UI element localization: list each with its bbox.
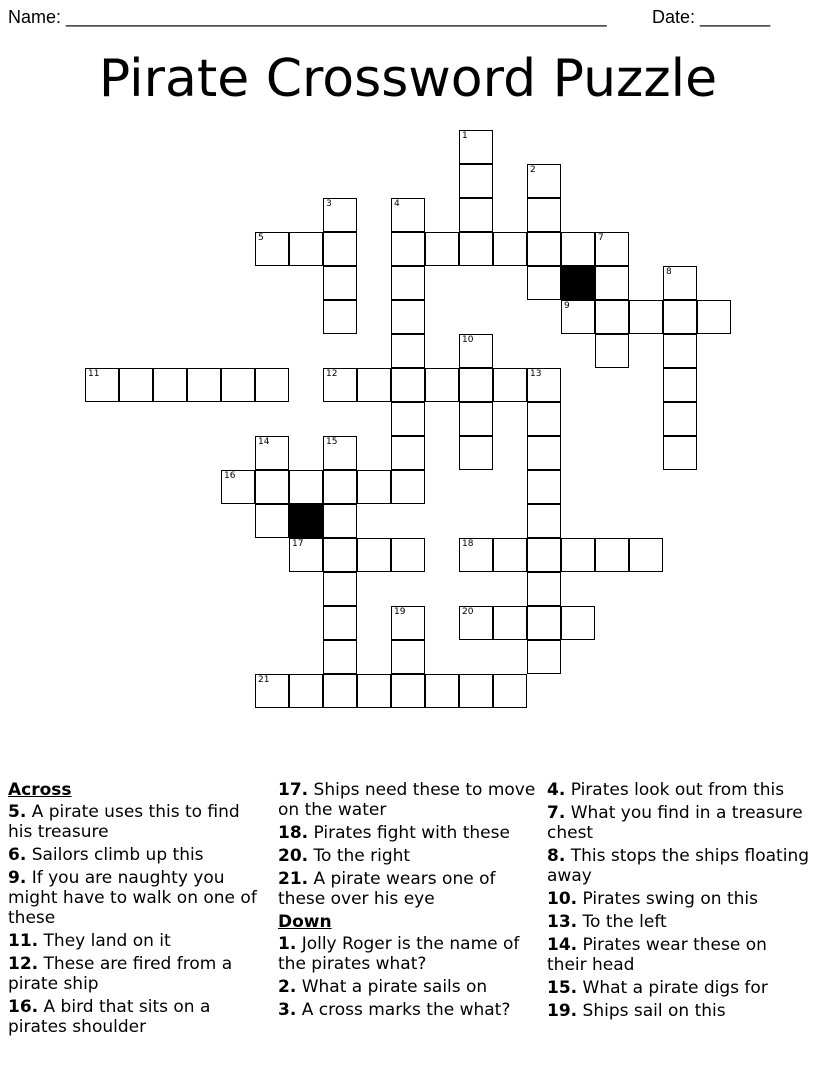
clue-item — [8, 931, 268, 951]
grid-cell[interactable] — [255, 470, 289, 504]
clue-number-label: 5. — [8, 802, 27, 822]
clue-number: 8 — [666, 267, 672, 277]
grid-cell[interactable] — [391, 300, 425, 334]
across-clue-list — [8, 802, 268, 1037]
grid-cell[interactable] — [629, 300, 663, 334]
clue-number-label: 9. — [8, 868, 27, 888]
grid-cell[interactable] — [153, 368, 187, 402]
clue-item — [547, 935, 809, 975]
grid-cell-4[interactable] — [391, 198, 425, 232]
clue-text: What a pirate digs for — [577, 978, 768, 998]
grid-cell[interactable] — [323, 300, 357, 334]
clues-column-1 — [8, 780, 268, 1040]
clue-item — [8, 954, 268, 994]
clue-number: 10 — [462, 335, 474, 345]
grid-cell-7[interactable] — [595, 232, 629, 266]
clue-number: 5 — [258, 233, 264, 243]
clue-item — [8, 845, 268, 865]
clue-number: 13 — [530, 369, 542, 379]
clue-text: Jolly Roger is the name of the pirates what? — [278, 934, 520, 974]
grid-cell[interactable] — [323, 640, 357, 674]
grid-cell[interactable] — [323, 504, 357, 538]
grid-cell[interactable] — [663, 368, 697, 402]
clue-text: These are fired from a pirate ship — [8, 954, 233, 994]
grid-cell[interactable] — [255, 368, 289, 402]
grid-cell[interactable] — [187, 368, 221, 402]
clue-item — [547, 889, 809, 909]
clue-number-label: 18. — [278, 823, 309, 843]
grid-cell[interactable] — [459, 368, 493, 402]
clue-text: What a pirate sails on — [296, 977, 488, 997]
grid-cell[interactable] — [527, 232, 561, 266]
grid-cell[interactable] — [289, 232, 323, 266]
grid-cell-8[interactable] — [663, 266, 697, 300]
clue-number: 15 — [326, 437, 338, 447]
clue-text: What you find in a treasure chest — [547, 803, 803, 843]
clue-item — [278, 869, 538, 909]
grid-cell-19[interactable] — [391, 606, 425, 640]
grid-cell[interactable] — [493, 232, 527, 266]
clue-number-label: 16. — [8, 997, 39, 1017]
clue-number-label: 4. — [547, 780, 566, 800]
grid-cell[interactable] — [425, 232, 459, 266]
grid-cell-12[interactable] — [323, 368, 357, 402]
clue-item — [278, 846, 538, 866]
grid-cell[interactable] — [323, 538, 357, 572]
grid-cell[interactable] — [527, 640, 561, 674]
grid-cell[interactable] — [357, 674, 391, 708]
clue-item — [8, 802, 268, 842]
grid-cell[interactable] — [391, 266, 425, 300]
clue-number-label: 12. — [8, 954, 39, 974]
grid-cell[interactable] — [221, 368, 255, 402]
across-clue-list-continued — [278, 780, 538, 909]
grid-cell[interactable] — [595, 266, 629, 300]
grid-cell[interactable] — [289, 470, 323, 504]
date-line[interactable]: _______ — [700, 7, 771, 27]
name-label: Name: — [8, 7, 67, 27]
clue-number: 9 — [564, 301, 570, 311]
grid-cell[interactable] — [663, 436, 697, 470]
grid-cell[interactable] — [391, 538, 425, 572]
grid-cell[interactable] — [323, 674, 357, 708]
clue-number: 3 — [326, 199, 332, 209]
clue-item — [278, 823, 538, 843]
grid-cell-18[interactable] — [459, 538, 493, 572]
clue-item — [278, 1000, 538, 1020]
clue-item — [278, 977, 538, 997]
grid-cell[interactable] — [527, 436, 561, 470]
clue-item — [547, 912, 809, 932]
clue-text: Pirates fight with these — [308, 823, 510, 843]
grid-cell-2[interactable] — [527, 164, 561, 198]
clue-text: A cross marks the what? — [296, 1000, 511, 1020]
grid-cell[interactable] — [561, 606, 595, 640]
grid-cell-5[interactable] — [255, 232, 289, 266]
grid-cell[interactable] — [459, 674, 493, 708]
grid-cell[interactable] — [561, 538, 595, 572]
down-clue-list-continued — [547, 780, 809, 1021]
black-square — [289, 504, 323, 538]
clue-number: 11 — [88, 369, 100, 379]
clue-number: 21 — [258, 675, 270, 685]
clue-number: 16 — [224, 471, 236, 481]
grid-cell[interactable] — [493, 368, 527, 402]
grid-cell[interactable] — [663, 334, 697, 368]
clue-number: 19 — [394, 607, 406, 617]
clues-column-2 — [278, 780, 538, 1023]
clue-item — [278, 934, 538, 974]
grid-cell-9[interactable] — [561, 300, 595, 334]
clues-column-3 — [547, 780, 809, 1024]
grid-cell[interactable] — [323, 470, 357, 504]
page-title: Pirate Crossword Puzzle — [98, 49, 718, 109]
date-label: Date: — [652, 7, 701, 27]
grid-cell[interactable] — [663, 300, 697, 334]
clue-item — [8, 868, 268, 928]
grid-cell[interactable] — [119, 368, 153, 402]
clue-number-label: 3. — [278, 1000, 297, 1020]
clue-item — [278, 780, 538, 820]
clue-number-label: 13. — [547, 912, 578, 932]
grid-cell[interactable] — [323, 606, 357, 640]
clue-item — [547, 1001, 809, 1021]
clue-item — [8, 997, 268, 1037]
grid-cell[interactable] — [595, 334, 629, 368]
grid-cell[interactable] — [493, 674, 527, 708]
grid-cell[interactable] — [357, 470, 391, 504]
clue-text: To the right — [308, 846, 411, 866]
clue-number-label: 2. — [278, 977, 297, 997]
grid-cell[interactable] — [459, 232, 493, 266]
grid-cell[interactable] — [527, 606, 561, 640]
clue-number: 1 — [462, 131, 468, 141]
grid-cell[interactable] — [255, 504, 289, 538]
clue-item — [547, 978, 809, 998]
black-square — [561, 266, 595, 300]
grid-cell[interactable] — [459, 198, 493, 232]
clue-item — [547, 803, 809, 843]
clue-text: Ships need these to move on the water — [278, 780, 536, 820]
grid-cell[interactable] — [459, 436, 493, 470]
clue-number-label: 14. — [547, 935, 578, 955]
grid-cell[interactable] — [493, 538, 527, 572]
grid-cell-11[interactable] — [85, 368, 119, 402]
clue-number-label: 20. — [278, 846, 309, 866]
clue-number-label: 8. — [547, 846, 566, 866]
grid-cell[interactable] — [391, 674, 425, 708]
grid-cell-16[interactable] — [221, 470, 255, 504]
clue-number: 7 — [598, 233, 604, 243]
grid-cell[interactable] — [425, 674, 459, 708]
grid-cell[interactable] — [391, 334, 425, 368]
grid-cell-17[interactable] — [289, 538, 323, 572]
grid-cell[interactable] — [527, 198, 561, 232]
grid-cell[interactable] — [391, 368, 425, 402]
clue-text: Sailors climb up this — [26, 845, 204, 865]
clue-text: This stops the ships floating away — [547, 846, 810, 886]
grid-cell-21[interactable] — [255, 674, 289, 708]
down-heading: Down — [278, 912, 332, 932]
name-line[interactable]: ______________________________________________________ — [66, 7, 607, 27]
grid-cell[interactable] — [595, 538, 629, 572]
grid-cell[interactable] — [561, 232, 595, 266]
grid-cell[interactable] — [323, 266, 357, 300]
clue-number-label: 15. — [547, 978, 578, 998]
grid-cell[interactable] — [527, 572, 561, 606]
clue-text: Pirates swing on this — [577, 889, 758, 909]
grid-cell[interactable] — [323, 232, 357, 266]
grid-cell-10[interactable] — [459, 334, 493, 368]
grid-cell[interactable] — [459, 402, 493, 436]
clue-number-label: 19. — [547, 1001, 578, 1021]
grid-cell[interactable] — [527, 538, 561, 572]
clue-number-label: 6. — [8, 845, 27, 865]
grid-cell[interactable] — [527, 504, 561, 538]
clue-text: A pirate uses this to find his treasure — [8, 802, 240, 842]
grid-cell[interactable] — [527, 470, 561, 504]
clue-text: If you are naughty you might have to walk on one of these — [8, 868, 257, 928]
clue-number-label: 11. — [8, 931, 39, 951]
grid-cell[interactable] — [527, 266, 561, 300]
clue-number: 18 — [462, 539, 474, 549]
grid-cell[interactable] — [629, 538, 663, 572]
grid-cell-13[interactable] — [527, 368, 561, 402]
clue-text: Pirates wear these on their head — [547, 935, 767, 975]
clue-number: 12 — [326, 369, 338, 379]
grid-cell-14[interactable] — [255, 436, 289, 470]
grid-cell[interactable] — [323, 572, 357, 606]
across-heading: Across — [8, 780, 72, 800]
clue-number: 2 — [530, 165, 536, 175]
grid-cell[interactable] — [425, 368, 459, 402]
grid-cell[interactable] — [391, 436, 425, 470]
clue-number-label: 7. — [547, 803, 566, 823]
grid-cell[interactable] — [357, 538, 391, 572]
grid-cell[interactable] — [697, 300, 731, 334]
clue-number-label: 1. — [278, 934, 297, 954]
grid-cell[interactable] — [391, 402, 425, 436]
clue-number: 17 — [292, 539, 304, 549]
clue-text: A bird that sits on a pirates shoulder — [8, 997, 211, 1037]
grid-cell[interactable] — [289, 674, 323, 708]
down-clue-list — [278, 934, 538, 1020]
clue-number-label: 21. — [278, 869, 309, 889]
grid-cell-3[interactable] — [323, 198, 357, 232]
grid-cell[interactable] — [391, 640, 425, 674]
clue-text: Ships sail on this — [577, 1001, 726, 1021]
clue-text: Pirates look out from this — [565, 780, 785, 800]
grid-cell[interactable] — [595, 300, 629, 334]
grid-cell[interactable] — [357, 368, 391, 402]
clue-number-label: 10. — [547, 889, 578, 909]
clue-number: 14 — [258, 437, 270, 447]
clue-number: 20 — [462, 607, 474, 617]
grid-cell-15[interactable] — [323, 436, 357, 470]
grid-cell[interactable] — [391, 470, 425, 504]
clue-text: A pirate wears one of these over his eye — [278, 869, 496, 909]
clue-text: To the left — [577, 912, 667, 932]
grid-cell[interactable] — [493, 606, 527, 640]
grid-cell[interactable] — [663, 402, 697, 436]
grid-cell[interactable] — [391, 232, 425, 266]
clue-text: They land on it — [38, 931, 171, 951]
grid-cell-1[interactable] — [459, 130, 493, 164]
clue-number: 4 — [394, 199, 400, 209]
clue-number-label: 17. — [278, 780, 309, 800]
grid-cell-20[interactable] — [459, 606, 493, 640]
grid-cell[interactable] — [527, 402, 561, 436]
clue-item — [547, 780, 809, 800]
grid-cell[interactable] — [459, 164, 493, 198]
clue-item — [547, 846, 809, 886]
